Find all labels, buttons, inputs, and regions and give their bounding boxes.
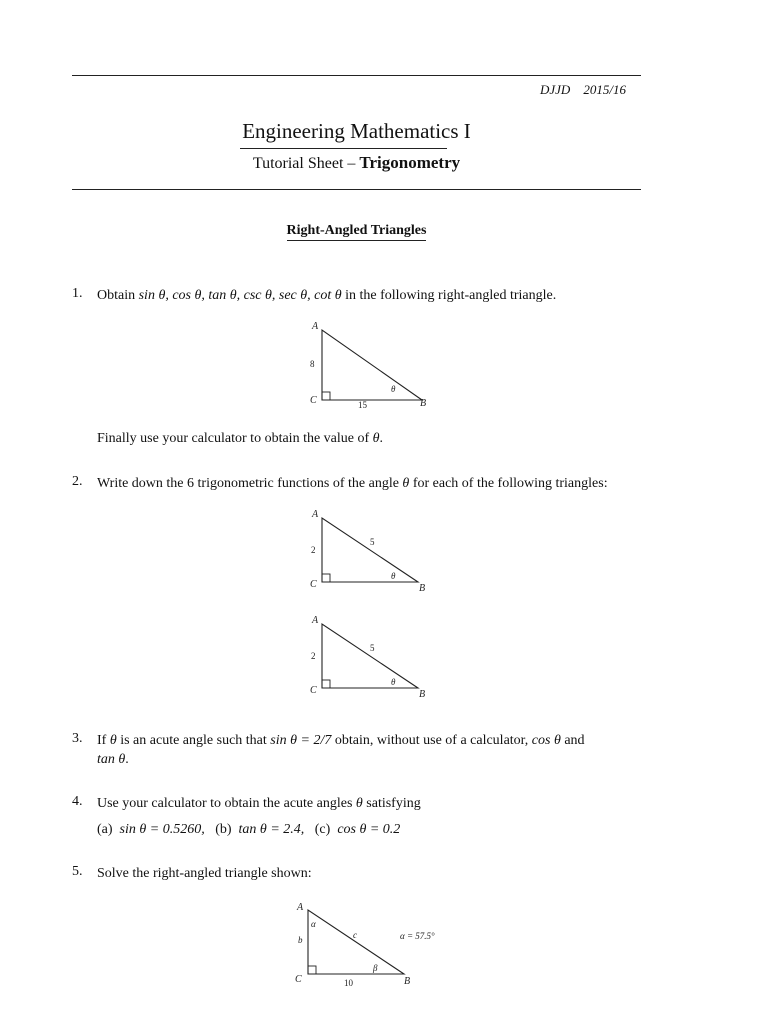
hypotenuse-label: 5 [370,537,375,547]
vertex-c: C [310,579,317,590]
hypotenuse-label: c [353,930,357,940]
top-rule [72,75,641,76]
vertex-b: B [404,976,411,987]
question-4-parts [97,820,647,839]
angle-theta: θ [391,571,396,581]
triangle-q2a [300,506,500,596]
triangle-q1 [300,316,500,416]
question-1-text: Obtain sin θ, cos θ, tan θ, csc θ, sec θ, cot θ in the following right-angled triangle. [97,288,557,303]
hypotenuse-label: 5 [370,643,375,653]
vertex-a: A [312,615,319,626]
side-ac-label: 2 [311,545,316,555]
angle-theta: θ [391,677,396,687]
vertex-a: A [312,509,319,520]
triangle-q5 [285,896,485,996]
question-5-number: 5. [72,864,83,879]
question-1-functions: sin θ, cos θ, tan θ, csc θ, sec θ, cot θ [138,288,342,303]
vertex-c: C [310,395,317,406]
side-ac-label: b [298,935,303,945]
section-title: Right-Angled Triangles [0,223,713,239]
angle-beta: β [373,963,378,973]
question-4-number: 4. [72,794,83,809]
given-angle: α = 57.5° [400,931,435,941]
vertex-b: B [420,398,427,409]
side-cb-label: 15 [358,400,367,410]
question-1-number: 1. [72,286,83,301]
course-meta [540,82,626,98]
vertex-c: C [310,685,317,696]
question-1-followup: Finally use your calculator to obtain the value of θ. [97,431,384,446]
question-5-text: Solve the right-angled triangle shown: [97,866,312,881]
document-title: Engineering Mathematics I [242,119,471,143]
vertex-a: A [297,902,304,913]
subtitle-topic: Trigonometry [359,153,461,172]
side-cb-label: 10 [344,978,353,988]
question-2-text: Write down the 6 trigonometric functions of the angle θ for each of the following triangles: [97,476,608,491]
vertex-b: B [419,583,426,594]
angle-alpha: α [311,919,316,929]
question-3-number: 3. [72,731,83,746]
question-4-text: Use your calculator to obtain the acute angles θ satisfying [97,796,421,811]
header-bottom-rule [72,189,641,190]
angle-theta: θ [391,384,396,394]
part-b: (b) tan θ = 2.4, [215,822,305,837]
part-a: (a) sin θ = 0.5260, [97,822,205,837]
side-ac-label: 8 [310,359,315,369]
vertex-c: C [295,974,302,985]
subtitle-prefix: Tutorial Sheet – [252,155,360,172]
vertex-b: B [419,689,426,700]
vertex-a: A [312,321,319,332]
academic-year: 2015/16 [583,82,626,97]
part-c: (c) cos θ = 0.2 [314,822,401,837]
side-ac-label: 2 [311,651,316,661]
triangle-q2b [300,612,500,702]
question-3-text: If θ is an acute angle such that sin θ = 2/7 obtain, without use of a calculator, cos θ and tan θ. [97,733,585,767]
title-underline [240,148,447,149]
question-2-number: 2. [72,474,83,489]
course-code: DJJD [540,82,571,97]
document-subtitle [0,153,713,173]
